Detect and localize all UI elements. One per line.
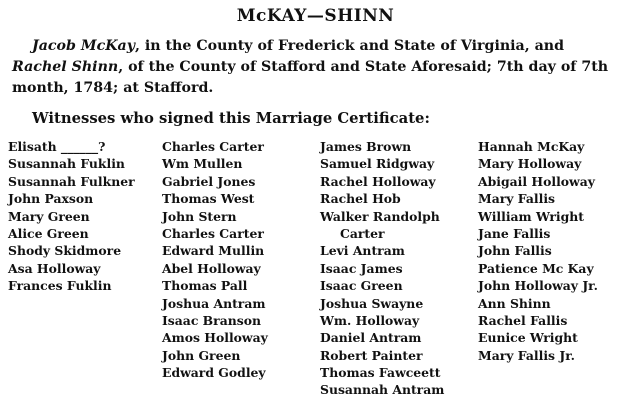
witness-name: Susannah Fuklin: [8, 156, 125, 172]
groom-name: Jacob McKay: [32, 38, 135, 54]
witness-name: Carter: [340, 225, 385, 241]
witness-name: James Brown: [320, 139, 412, 154]
witness-name: Susannah Antram: [320, 382, 445, 398]
witness-name: Isaac Branson: [162, 312, 261, 328]
groom-details: , in the County of Frederick and State of Virginia, and: [134, 38, 565, 54]
witness-name: Charles Carter: [162, 139, 264, 154]
witness-name: William Wright: [478, 208, 584, 224]
witness-name: Edward Godley: [162, 365, 266, 381]
document-title: McKAY—SHINN: [236, 6, 395, 26]
witness-name: Robert Painter: [320, 347, 423, 363]
witness-column-2: [162, 138, 268, 381]
witness-name: Eunice Wright: [478, 330, 578, 346]
witness-name: Rachel Hob: [320, 191, 401, 207]
witness-column-3: [320, 138, 444, 399]
witness-name: Thomas Fawceett: [320, 365, 441, 381]
witness-name: Frances Fuklin: [8, 278, 112, 294]
bride-details: , of the County of Stafford and State Aforesaid; 7th day of 7th: [118, 59, 609, 75]
marriage-record-paragraph: [12, 36, 624, 99]
witness-name: Walker Randolph: [320, 208, 440, 224]
bride-name: Rachel Shinn: [12, 59, 119, 75]
witness-name: Isaac James: [320, 260, 403, 276]
witness-name: John Holloway Jr.: [478, 278, 598, 294]
paragraph-line-3: month, 1784; at Stafford.: [12, 80, 214, 96]
witness-name: Rachel Fallis: [478, 312, 568, 328]
paragraph-line-2: [12, 57, 624, 78]
witness-name: Mary Holloway: [478, 156, 582, 172]
witness-name: Thomas Pall: [162, 278, 248, 294]
witness-name: John Green: [162, 347, 241, 363]
witness-name: Mary Fallis Jr.: [478, 347, 575, 363]
witness-name: Jane Fallis: [478, 225, 551, 241]
witness-name: Rachel Holloway: [320, 173, 436, 189]
witness-name: Gabriel Jones: [162, 173, 256, 189]
witness-name: Susannah Fulkner: [8, 173, 135, 189]
witness-name: John Fallis: [478, 243, 552, 259]
witness-name: Wm Mullen: [162, 156, 243, 172]
witness-name: Amos Holloway: [162, 330, 268, 346]
witness-name: Joshua Antram: [162, 295, 266, 311]
witness-name: Abigail Holloway: [478, 173, 595, 189]
witness-name: Joshua Swayne: [320, 295, 424, 311]
witnesses-heading: Witnesses who signed this Marriage Certificate:: [32, 110, 430, 127]
witness-name: Wm. Holloway: [320, 312, 420, 328]
witness-name: John Paxson: [8, 191, 94, 207]
witness-name: Mary Fallis: [478, 191, 556, 207]
witness-name: Asa Holloway: [8, 260, 101, 276]
witness-name: Abel Holloway: [162, 260, 261, 276]
witness-column-1: [8, 138, 135, 295]
witness-name: Shody Skidmore: [8, 243, 122, 259]
paragraph-line-1: [12, 36, 624, 57]
witness-name: Edward Mullin: [162, 243, 265, 259]
witness-name: Charles Carter: [162, 225, 264, 241]
witness-name: Levi Antram: [320, 243, 405, 259]
witness-name: Alice Green: [8, 225, 89, 241]
witness-name: Thomas West: [162, 191, 255, 207]
witness-name: Ann Shinn: [478, 295, 551, 311]
witness-name: Mary Green: [8, 208, 90, 224]
witness-name: Hannah McKay: [478, 139, 585, 154]
witness-name: Patience Mc Kay: [478, 260, 594, 276]
witness-name: John Stern: [162, 208, 237, 224]
witness-name: Isaac Green: [320, 278, 403, 294]
witness-name: Samuel Ridgway: [320, 156, 435, 172]
witness-column-4: [478, 138, 598, 364]
witness-name: Elisath ______?: [8, 139, 106, 154]
witness-name: Daniel Antram: [320, 330, 422, 346]
